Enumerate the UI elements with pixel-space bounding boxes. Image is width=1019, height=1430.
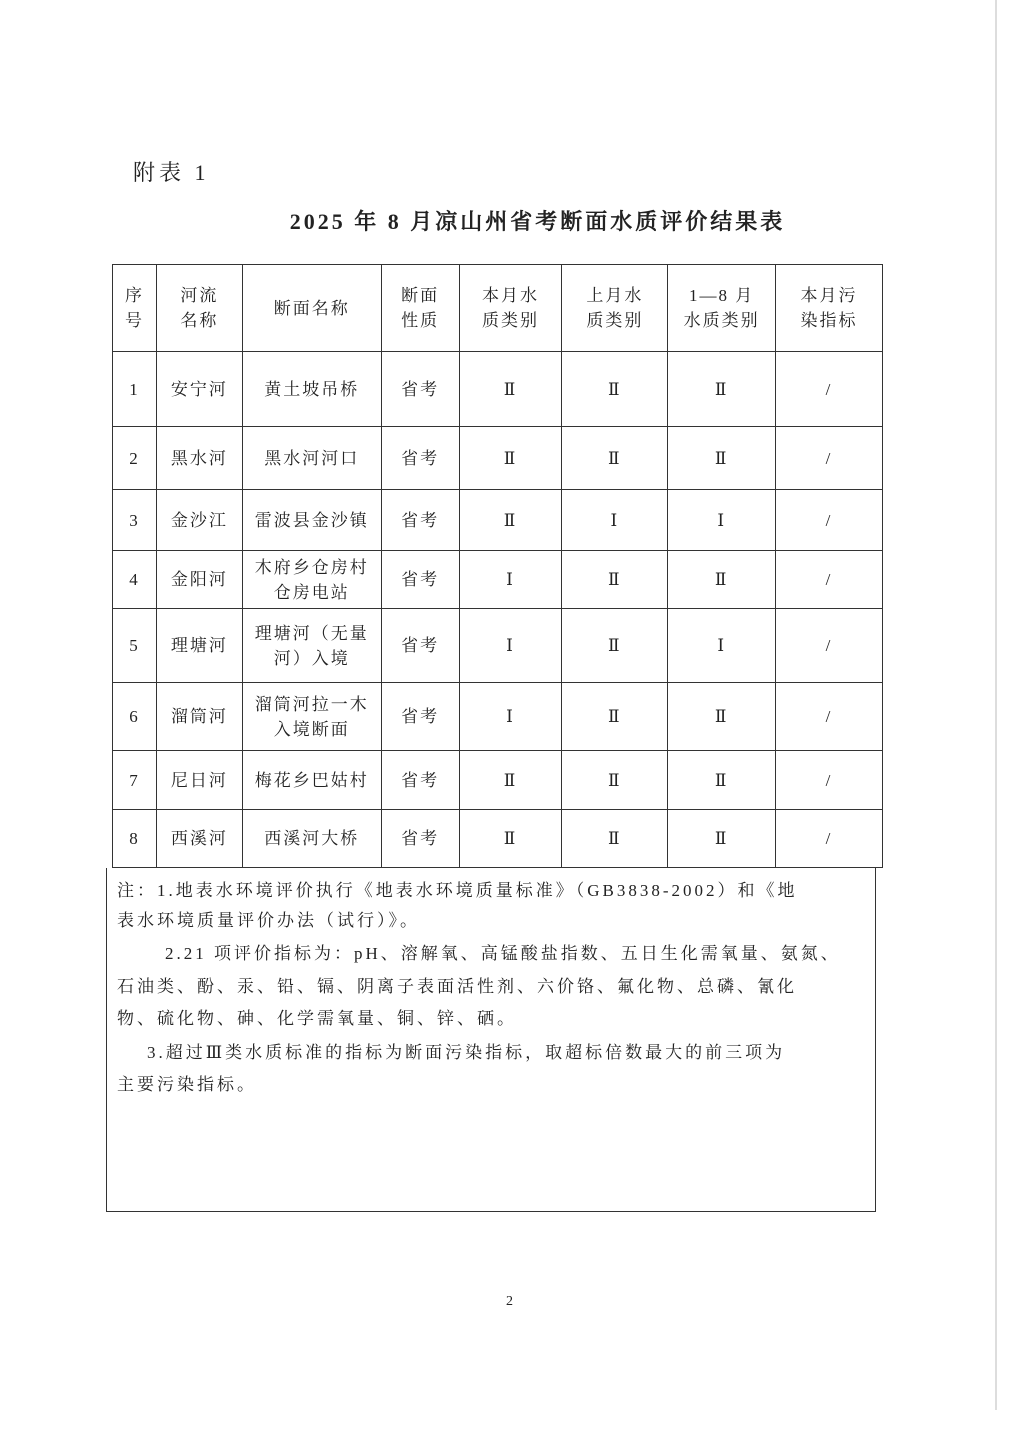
cell-no: 6 bbox=[113, 683, 157, 751]
cell-last-month: Ⅱ bbox=[562, 427, 668, 490]
section-name-line: 梅花乡巴姑村 bbox=[254, 770, 369, 790]
section-name-line: 雷波县金沙镇 bbox=[254, 510, 369, 530]
cell-no: 3 bbox=[113, 490, 157, 551]
cell-ytd: Ⅰ bbox=[668, 609, 776, 683]
cell-no: 8 bbox=[113, 810, 157, 868]
water-quality-table bbox=[112, 264, 883, 868]
cell-no: 7 bbox=[113, 751, 157, 810]
cell-this-month: Ⅱ bbox=[459, 490, 562, 551]
cell-section bbox=[242, 490, 381, 551]
document-title: 2025 年 8 月凉山州省考断面水质评价结果表 bbox=[289, 209, 786, 234]
column-header bbox=[459, 265, 562, 352]
cell-ytd: Ⅱ bbox=[668, 683, 776, 751]
section-name-line: 仓房电站 bbox=[273, 582, 350, 602]
cell-section bbox=[242, 352, 381, 427]
column-header-line: 断面名称 bbox=[273, 298, 350, 318]
column-header bbox=[156, 265, 242, 352]
cell-pollutants: / bbox=[776, 609, 883, 683]
cell-section bbox=[242, 683, 381, 751]
cell-last-month: Ⅱ bbox=[562, 609, 668, 683]
cell-this-month: Ⅱ bbox=[459, 427, 562, 490]
cell-type: 省考 bbox=[381, 751, 459, 810]
cell-this-month: Ⅰ bbox=[459, 551, 562, 609]
column-header-line: 染指标 bbox=[800, 311, 858, 330]
notes-box bbox=[106, 868, 876, 1212]
cell-river: 西溪河 bbox=[156, 810, 242, 868]
cell-pollutants: / bbox=[776, 810, 883, 868]
cell-this-month: Ⅰ bbox=[459, 609, 562, 683]
column-header-line: 断面 bbox=[401, 286, 440, 305]
note-line: 石油类、酚、汞、铅、镉、阴离子表面活性剂、六价铬、氟化物、总磷、氰化 bbox=[117, 977, 797, 996]
table-row bbox=[113, 751, 883, 810]
section-name-line: 理塘河（无量 bbox=[254, 623, 369, 643]
cell-last-month: Ⅱ bbox=[562, 810, 668, 868]
section-name-line: 黄土坡吊桥 bbox=[264, 379, 360, 399]
cell-type: 省考 bbox=[381, 427, 459, 490]
cell-pollutants: / bbox=[776, 427, 883, 490]
table-row bbox=[113, 683, 883, 751]
table-header-row bbox=[113, 265, 883, 352]
column-header-line: 上月水 bbox=[586, 286, 644, 305]
column-header-line: 序 bbox=[124, 286, 144, 305]
column-header-line: 名称 bbox=[180, 311, 219, 330]
section-name-line: 木府乡仓房村 bbox=[254, 557, 369, 577]
cell-river: 理塘河 bbox=[156, 609, 242, 683]
cell-last-month: Ⅱ bbox=[562, 551, 668, 609]
column-header-line: 河流 bbox=[180, 286, 219, 305]
section-name-line: 黑水河河口 bbox=[264, 448, 360, 468]
cell-section bbox=[242, 551, 381, 609]
cell-type: 省考 bbox=[381, 490, 459, 551]
cell-river: 溜筒河 bbox=[156, 683, 242, 751]
column-header bbox=[562, 265, 668, 352]
column-header-line: 性质 bbox=[401, 311, 440, 330]
cell-last-month: Ⅱ bbox=[562, 751, 668, 810]
cell-ytd: Ⅱ bbox=[668, 352, 776, 427]
column-header-line: 1—8 月 bbox=[689, 286, 755, 305]
column-header-line: 本月水 bbox=[481, 286, 539, 305]
table-row bbox=[113, 352, 883, 427]
cell-pollutants: / bbox=[776, 751, 883, 810]
cell-section bbox=[242, 751, 381, 810]
cell-last-month: Ⅰ bbox=[562, 490, 668, 551]
cell-pollutants: / bbox=[776, 490, 883, 551]
appendix-label: 附表 1 bbox=[133, 160, 210, 185]
column-header-line: 水质类别 bbox=[683, 311, 760, 330]
column-header-line: 质类别 bbox=[481, 311, 539, 330]
cell-this-month: Ⅱ bbox=[459, 810, 562, 868]
note-line: 注：1.地表水环境评价执行《地表水环境质量标准》（GB3838-2002）和《地 bbox=[117, 881, 798, 900]
note-line: 主要污染指标。 bbox=[117, 1075, 257, 1094]
cell-no: 4 bbox=[113, 551, 157, 609]
table-row bbox=[113, 551, 883, 609]
cell-river: 金沙江 bbox=[156, 490, 242, 551]
cell-river: 尼日河 bbox=[156, 751, 242, 810]
column-header bbox=[668, 265, 776, 352]
cell-type: 省考 bbox=[381, 683, 459, 751]
note-line: 表水环境质量评价办法（试行）》。 bbox=[117, 911, 420, 930]
note-line: 3.超过Ⅲ类水质标准的指标为断面污染指标，取超标倍数最大的前三项为 bbox=[147, 1043, 786, 1062]
section-name-line: 入境断面 bbox=[273, 719, 350, 739]
column-header-line: 本月污 bbox=[800, 286, 858, 305]
cell-no: 2 bbox=[113, 427, 157, 490]
cell-this-month: Ⅰ bbox=[459, 683, 562, 751]
cell-pollutants: / bbox=[776, 352, 883, 427]
note-line: 2.21 项评价指标为：pH、溶解氧、高锰酸盐指数、五日生化需氧量、氨氮、 bbox=[165, 944, 841, 963]
cell-pollutants: / bbox=[776, 683, 883, 751]
page-number: 2 bbox=[506, 1294, 513, 1309]
cell-pollutants: / bbox=[776, 551, 883, 609]
cell-last-month: Ⅱ bbox=[562, 352, 668, 427]
cell-ytd: Ⅱ bbox=[668, 551, 776, 609]
note-line: 物、硫化物、砷、化学需氧量、铜、锌、硒。 bbox=[117, 1009, 517, 1028]
column-header bbox=[776, 265, 883, 352]
cell-section bbox=[242, 427, 381, 490]
column-header-line: 号 bbox=[124, 311, 144, 330]
cell-this-month: Ⅱ bbox=[459, 352, 562, 427]
cell-no: 1 bbox=[113, 352, 157, 427]
cell-type: 省考 bbox=[381, 609, 459, 683]
column-header bbox=[113, 265, 157, 352]
cell-section bbox=[242, 810, 381, 868]
cell-river: 金阳河 bbox=[156, 551, 242, 609]
cell-type: 省考 bbox=[381, 551, 459, 609]
column-header-line: 质类别 bbox=[586, 311, 644, 330]
table-row bbox=[113, 810, 883, 868]
section-name-line: 西溪河大桥 bbox=[264, 829, 360, 848]
cell-ytd: Ⅱ bbox=[668, 810, 776, 868]
table-row bbox=[113, 427, 883, 490]
cell-this-month: Ⅱ bbox=[459, 751, 562, 810]
cell-ytd: Ⅱ bbox=[668, 751, 776, 810]
section-name-line: 溜筒河拉一木 bbox=[254, 694, 369, 714]
cell-ytd: Ⅰ bbox=[668, 490, 776, 551]
cell-river: 黑水河 bbox=[156, 427, 242, 490]
table-row bbox=[113, 609, 883, 683]
table-row bbox=[113, 490, 883, 551]
column-header bbox=[242, 265, 381, 352]
cell-river: 安宁河 bbox=[156, 352, 242, 427]
cell-section bbox=[242, 609, 381, 683]
cell-ytd: Ⅱ bbox=[668, 427, 776, 490]
cell-no: 5 bbox=[113, 609, 157, 683]
cell-type: 省考 bbox=[381, 352, 459, 427]
section-name-line: 河）入境 bbox=[273, 648, 350, 668]
cell-type: 省考 bbox=[381, 810, 459, 868]
column-header bbox=[381, 265, 459, 352]
cell-last-month: Ⅱ bbox=[562, 683, 668, 751]
